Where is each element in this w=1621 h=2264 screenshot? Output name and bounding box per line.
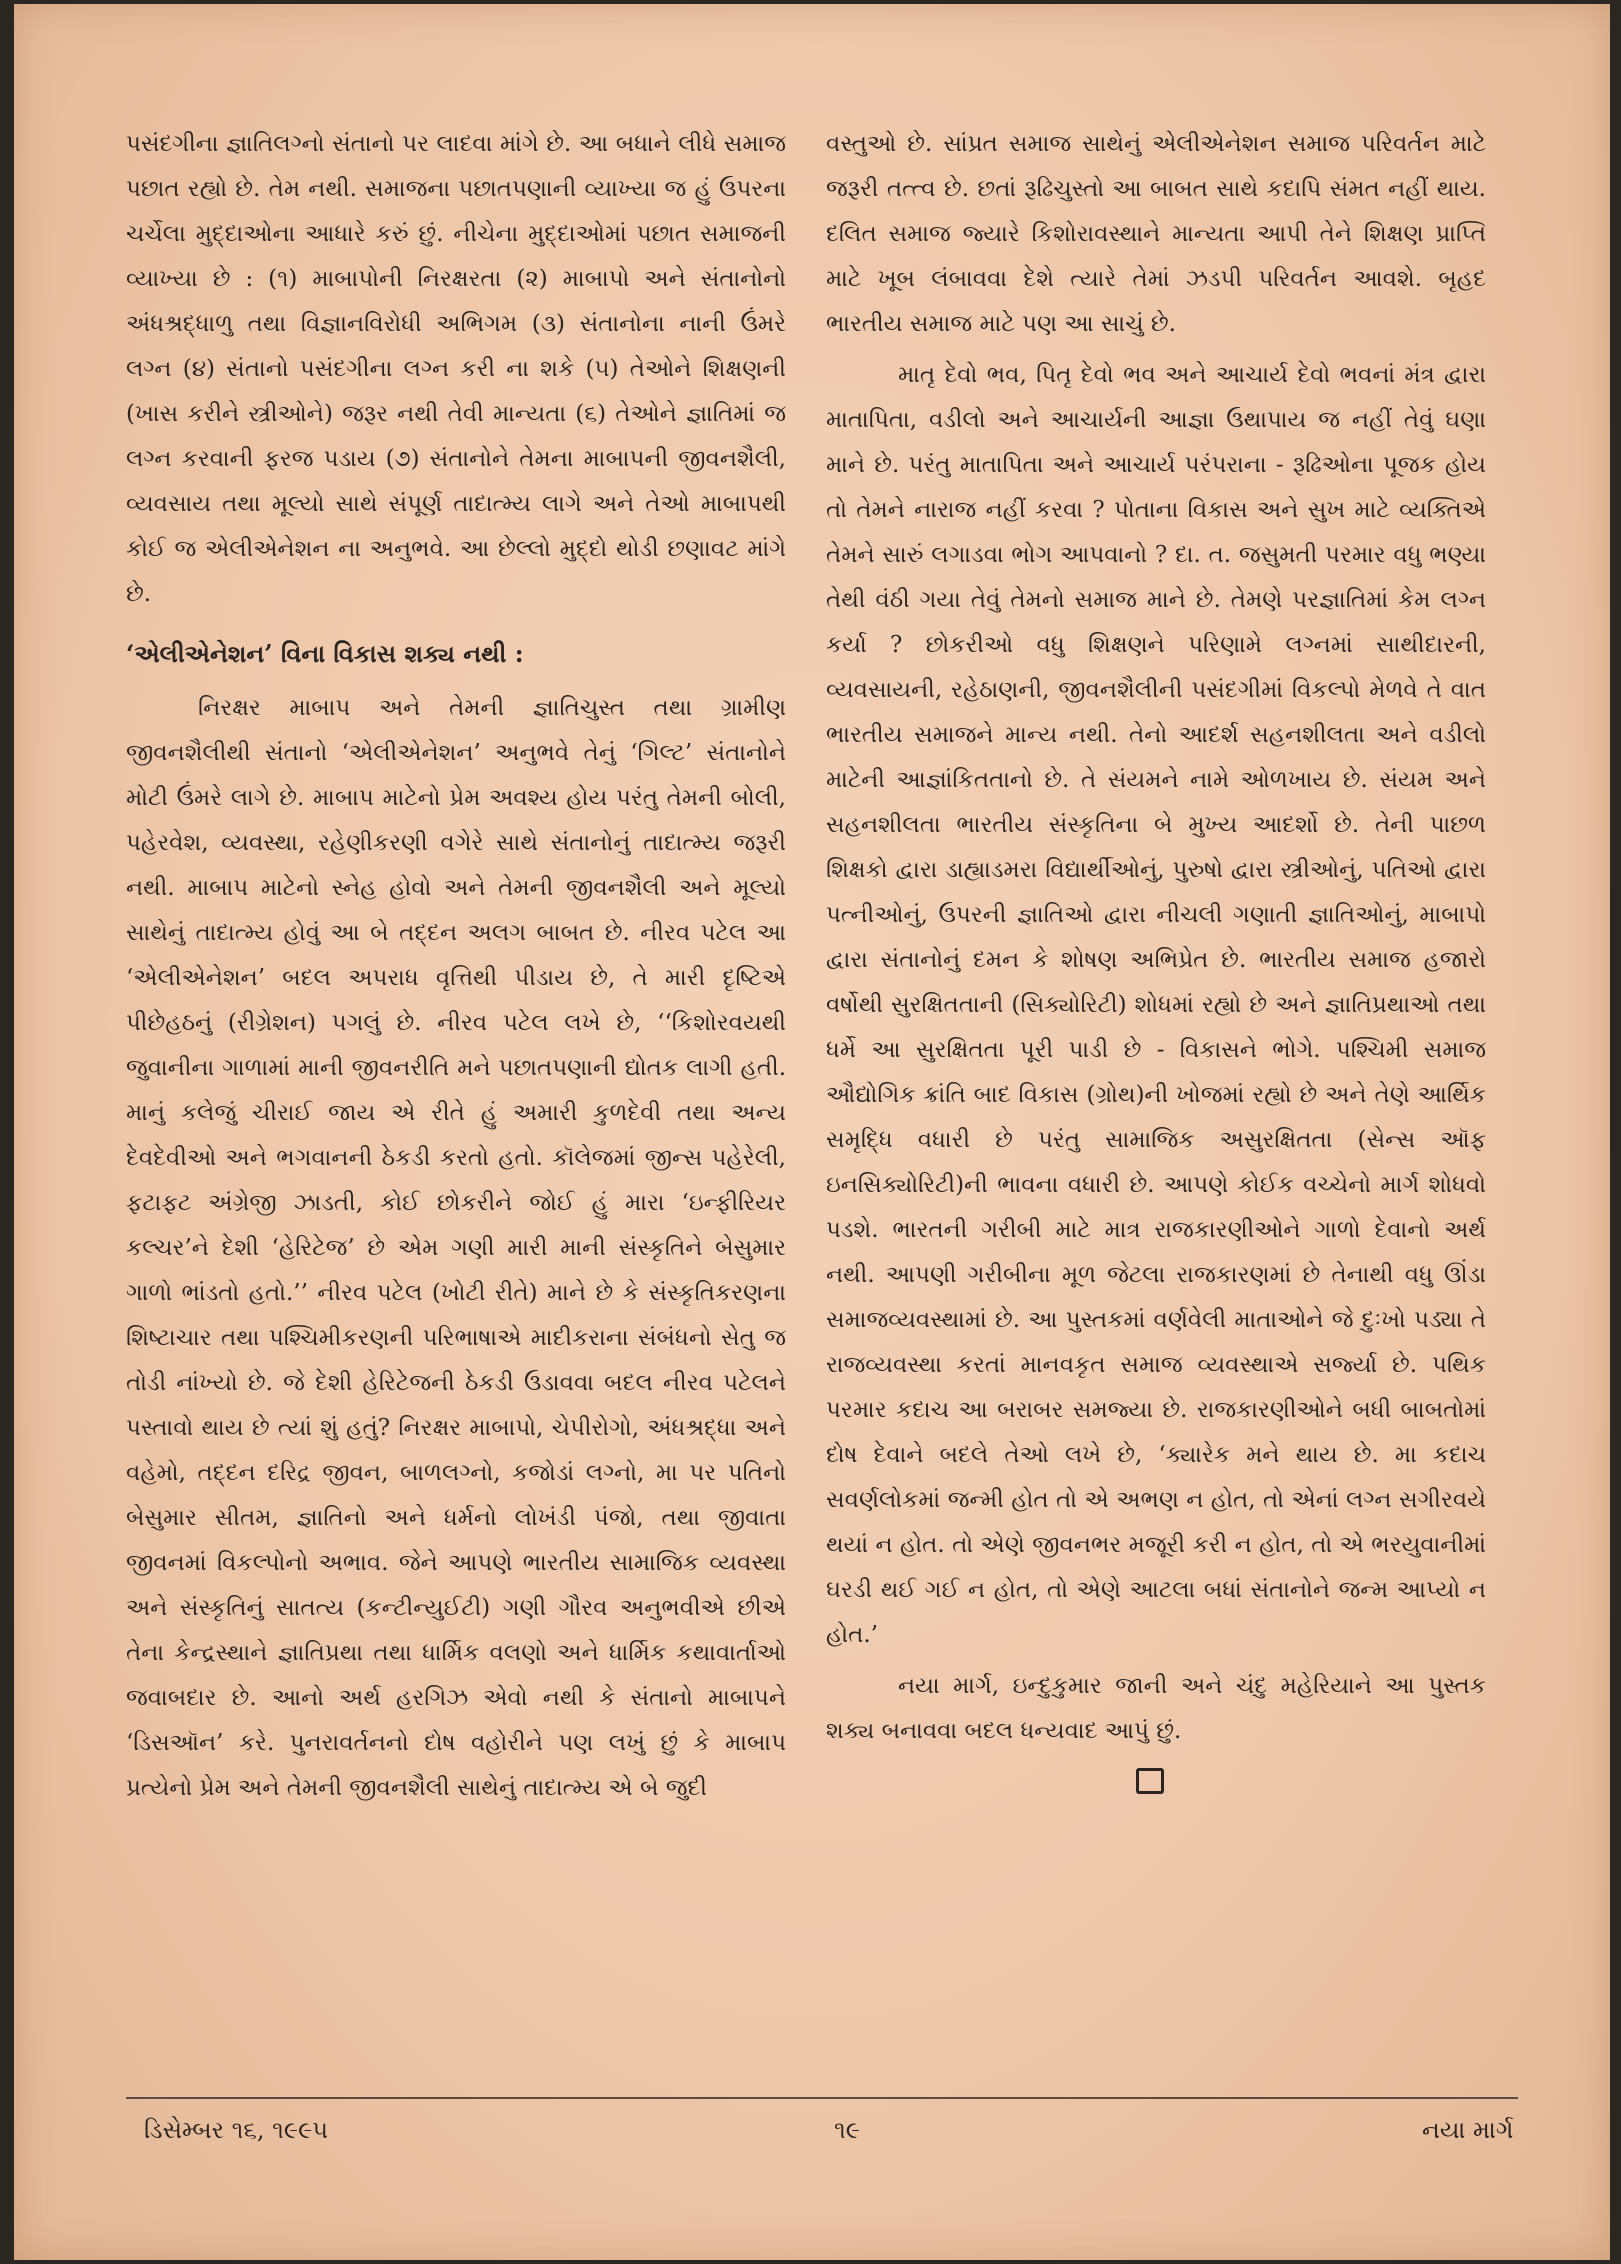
footer-divider xyxy=(126,2097,1518,2099)
left-column xyxy=(126,122,786,1817)
magazine-name: નયા માર્ગ xyxy=(1422,2116,1514,2144)
right-paragraph-2: માતૃ દેવો ભવ, પિતૃ દેવો ભવ અને આચાર્ય દેવો ભવનાં મંત્ર દ્વારા માતાપિતા, વડીલો અને આચાર્યની આજ્ઞા ઉથાપાય જ નહીં તેવું ઘણા માને છે. પરંતુ માતાપિતા અને આચાર્ય પરંપરાના - રૂઢિઓના પૂજક હોય તો તેમને નારાજ નહીં કરવા ? પોતાના વિકાસ અને સુખ માટે વ્યક્તિએ તેમને સારું લગાડવા ભોગ આપવાનો ? દા. ત. જસુમતી પરમાર વધુ ભણ્યા તેથી વંઠી ગયા તેવું તેમનો સમાજ માને છે. તેમણે પરજ્ઞાતિમાં કેમ લગ્ન કર્યા ? છોકરીઓ વધુ શિક્ષણને પરિણામે લગ્નમાં સાથીદારની, વ્યવસાયની, રહેઠાણની, જીવનશૈલીની પસંદગીમાં વિકલ્પો મેળવે તે વાત ભારતીય સમાજને માન્ય નથી. તેનો આદર્શ સહનશીલતા અને વડીલો માટેની આજ્ઞાંકિતતાનો છે. તે સંયમને નામે ઓળખાય છે. સંયમ અને સહનશીલતા ભારતીય સંસ્કૃતિના બે મુખ્ય આદર્શો છે. તેની પાછળ શિક્ષકો દ્વારા ડાહ્યાડમરા વિદ્યાર્થીઓનું, પુરુષો દ્વારા સ્ત્રીઓનું, પતિઓ દ્વારા પત્નીઓનું, ઉપરની જ્ઞાતિઓ દ્વારા નીચલી ગણાતી જ્ઞાતિઓનું, માબાપો દ્વારા સંતાનોનું દમન કે શોષણ અભિપ્રેત છે. ભારતીય સમાજ હજારો વર્ષોથી સુરક્ષિતતાની (સિક્યોરિટી) શોધમાં રહ્યો છે અને જ્ઞાતિપ્રથાઓ તથા ધર્મે આ સુરક્ષિતતા પૂરી પાડી છે - વિકાસને ભોગે. પશ્ચિમી સમાજ ઔદ્યોગિક ક્રાંતિ બાદ વિકાસ (ગ્રોથ)ની ખોજમાં રહ્યો છે અને તેણે આર્થિક સમૃદ્ધિ વધારી છે પરંતુ સામાજિક અસુરક્ષિતતા (સેન્સ ઑફ ઇનસિક્યોરિટી)ની ભાવના વધારી છે. આપણે કોઈક વચ્ચેનો માર્ગ શોધવો પડશે. ભારતની ગરીબી માટે માત્ર રાજકારણીઓને ગાળો દેવાનો અર્થ નથી. આપણી ગરીબીના મૂળ જેટલા રાજકારણમાં છે તેનાથી વધુ ઊંડા સમાજવ્યવસ્થામાં છે. આ પુસ્તકમાં વર્ણવેલી માતાઓને જે દુઃખો પડ્યા તે રાજવ્યવસ્થા કરતાં માનવકૃત સમાજ વ્યવસ્થાએ સર્જ્યા છે. પથિક પરમાર કદાચ આ બરાબર સમજ્યા છે. રાજકારણીઓને બધી બાબતોમાં દોષ દેવાને બદલે તેઓ લખે છે, ‘ક્યારેક મને થાય છે. મા કદાચ સવર્ણલોકમાં જન્મી હોત તો એ અભણ ન હોત, તો એનાં લગ્ન સગીરવયે થયાં ન હોત. તો એણે જીવનભર મજૂરી કરી ન હોત, તો એ ભરયુવાનીમાં ઘરડી થઈ ગઈ ન હોત, તો એણે આટલા બધાં સંતાનોને જન્મ આપ્યો ન હોત.’ xyxy=(826,362,1486,1648)
left-paragraph-2: નિરક્ષર માબાપ અને તેમની જ્ઞાતિચુસ્ત તથા ગ્રામીણ જીવનશૈલીથી સંતાનો ‘એલીએનેશન’ અનુભવે તેનું ‘ગિલ્ટ’ સંતાનોને મોટી ઉંમરે લાગે છે. માબાપ માટેનો પ્રેમ અવશ્ય હોય પરંતુ તેમની બોલી, પહેરવેશ, વ્યવસ્થા, રહેણીકરણી વગેરે સાથે સંતાનોનું તાદાત્મ્ય જરૂરી નથી. માબાપ માટેનો સ્નેહ હોવો અને તેમની જીવનશૈલી અને મૂલ્યો સાથેનું તાદાત્મ્ય હોવું આ બે તદ્દન અલગ બાબત છે. નીરવ પટેલ આ ‘એલીએનેશન’ બદલ અપરાધ વૃત્તિથી પીડાય છે, તે મારી દૃષ્ટિએ પીછેહઠનું (રીગ્રેશન) પગલું છે. નીરવ પટેલ લખે છે, ‘‘કિશોરવયથી જુવાનીના ગાળામાં માની જીવનરીતિ મને પછાતપણાની દ્યોતક લાગી હતી. માનું કલેજું ચીરાઈ જાય એ રીતે હું અમારી કુળદેવી તથા અન્ય દેવદેવીઓ અને ભગવાનની ઠેકડી કરતો હતો. કૉલેજમાં જીન્સ પહેરેલી, ફટાફટ અંગ્રેજી ઝાડતી, કોઈ છોકરીને જોઈ હું મારા ‘ઇન્ફીરિયર કલ્ચર’ને દેશી ‘હેરિટેજ’ છે એમ ગણી મારી માની સંસ્કૃતિને બેસુમાર ગાળો ભાંડતો હતો.’’ નીરવ પટેલ (ખોટી રીતે) માને છે કે સંસ્કૃતિકરણના શિષ્ટાચાર તથા પશ્ચિમીકરણની પરિભાષાએ માદીકરાના સંબંધનો સેતુ જ તોડી નાંખ્યો છે. જે દેશી હેરિટેજની ઠેકડી ઉડાવવા બદલ નીરવ પટેલને પસ્તાવો થાય છે ત્યાં શું હતું? નિરક્ષર માબાપો, ચેપીરોગો, અંધશ્રદ્ધા અને વહેમો, તદ્દન દરિદ્ર જીવન, બાળલગ્નો, કજોડાં લગ્નો, મા પર પતિનો બેસુમાર સીતમ, જ્ઞાતિનો અને ધર્મનો લોખંડી પંજો, તથા જીવાતા જીવનમાં વિકલ્પોનો અભાવ. જેને આપણે ભારતીય સામાજિક વ્યવસ્થા અને સંસ્કૃતિનું સાતત્ય (કન્ટીન્યુઈટી) ગણી ગૌરવ અનુભવીએ છીએ તેના કેન્દ્રસ્થાને જ્ઞાતિપ્રથા તથા ધાર્મિક વલણો અને ધાર્મિક કથાવાર્તાઓ જવાબદાર છે. આનો અર્થ હરગિઝ એવો નથી કે સંતાનો માબાપને ‘ડિસઑન’ કરે. પુનરાવર્તનનો દોષ વહોરીને પણ લખું છું કે માબાપ પ્રત્યેનો પ્રેમ અને તેમની જીવનશૈલી સાથેનું તાદાત્મ્ય એ બે જુદી xyxy=(126,695,786,1801)
left-paragraph-1: પસંદગીના જ્ઞાતિલગ્નો સંતાનો પર લાદવા માંગે છે. આ બધાને લીધે સમાજ પછાત રહ્યો છે. તેમ નથી. સમાજના પછાતપણાની વ્યાખ્યા જ હું ઉપરના ચર્ચેલા મુદ્દાઓના આધારે કરું છું. નીચેના મુદ્દાઓમાં પછાત સમાજની વ્યાખ્યા છે : (૧) માબાપોની નિરક્ષરતા (૨) માબાપો અને સંતાનોનો અંધશ્રદ્ધાળુ તથા વિજ્ઞાનવિરોધી અભિગમ (૩) સંતાનોના નાની ઉંમરે લગ્ન (૪) સંતાનો પસંદગીના લગ્ન કરી ના શકે (૫) તેઓને શિક્ષણની (ખાસ કરીને સ્ત્રીઓને) જરૂર નથી તેવી માન્યતા (૬) તેઓને જ્ઞાતિમાં જ લગ્ન કરવાની ફરજ પડાય (૭) સંતાનોને તેમના માબાપની જીવનશૈલી, વ્યવસાય તથા મૂલ્યો સાથે સંપૂર્ણ તાદાત્મ્ય લાગે અને તેઓ માબાપથી કોઈ જ એલીએનેશન ના અનુભવે. આ છેલ્લો મુદ્દો થોડી છણાવટ માંગે છે. xyxy=(126,131,786,607)
footer-date: ડિસેમ્બર ૧૬, ૧૯૯૫ xyxy=(144,2116,329,2144)
right-paragraph-1: વસ્તુઓ છે. સાંપ્રત સમાજ સાથેનું એલીએનેશન સમાજ પરિવર્તન માટે જરૂરી તત્ત્વ છે. છતાં રૂઢિચુસ્તો આ બાબત સાથે કદાપિ સંમત નહીં થાય. દલિત સમાજ જ્યારે કિશોરાવસ્થાને માન્યતા આપી તેને શિક્ષણ પ્રાપ્તિ માટે ખૂબ લંબાવવા દેશે ત્યારે તેમાં ઝડપી પરિવર્તન આવશે. બૃહદ ભારતીય સમાજ માટે પણ આ સાચું છે. xyxy=(826,131,1486,337)
right-paragraph-3: નયા માર્ગ, ઇન્દુકુમાર જાની અને ચંદુ મહેરિયાને આ પુસ્તક શક્ય બનાવવા બદલ ધન્યવાદ આપું છું. xyxy=(826,1673,1486,1744)
section-heading: ‘એલીએનેશન’ વિના વિકાસ શક્ય નથી : xyxy=(126,639,524,668)
page-number: ૧૯ xyxy=(834,2116,860,2144)
end-of-article-icon xyxy=(1136,1768,1164,1794)
right-column xyxy=(826,122,1486,1794)
magazine-page xyxy=(14,4,1610,2260)
